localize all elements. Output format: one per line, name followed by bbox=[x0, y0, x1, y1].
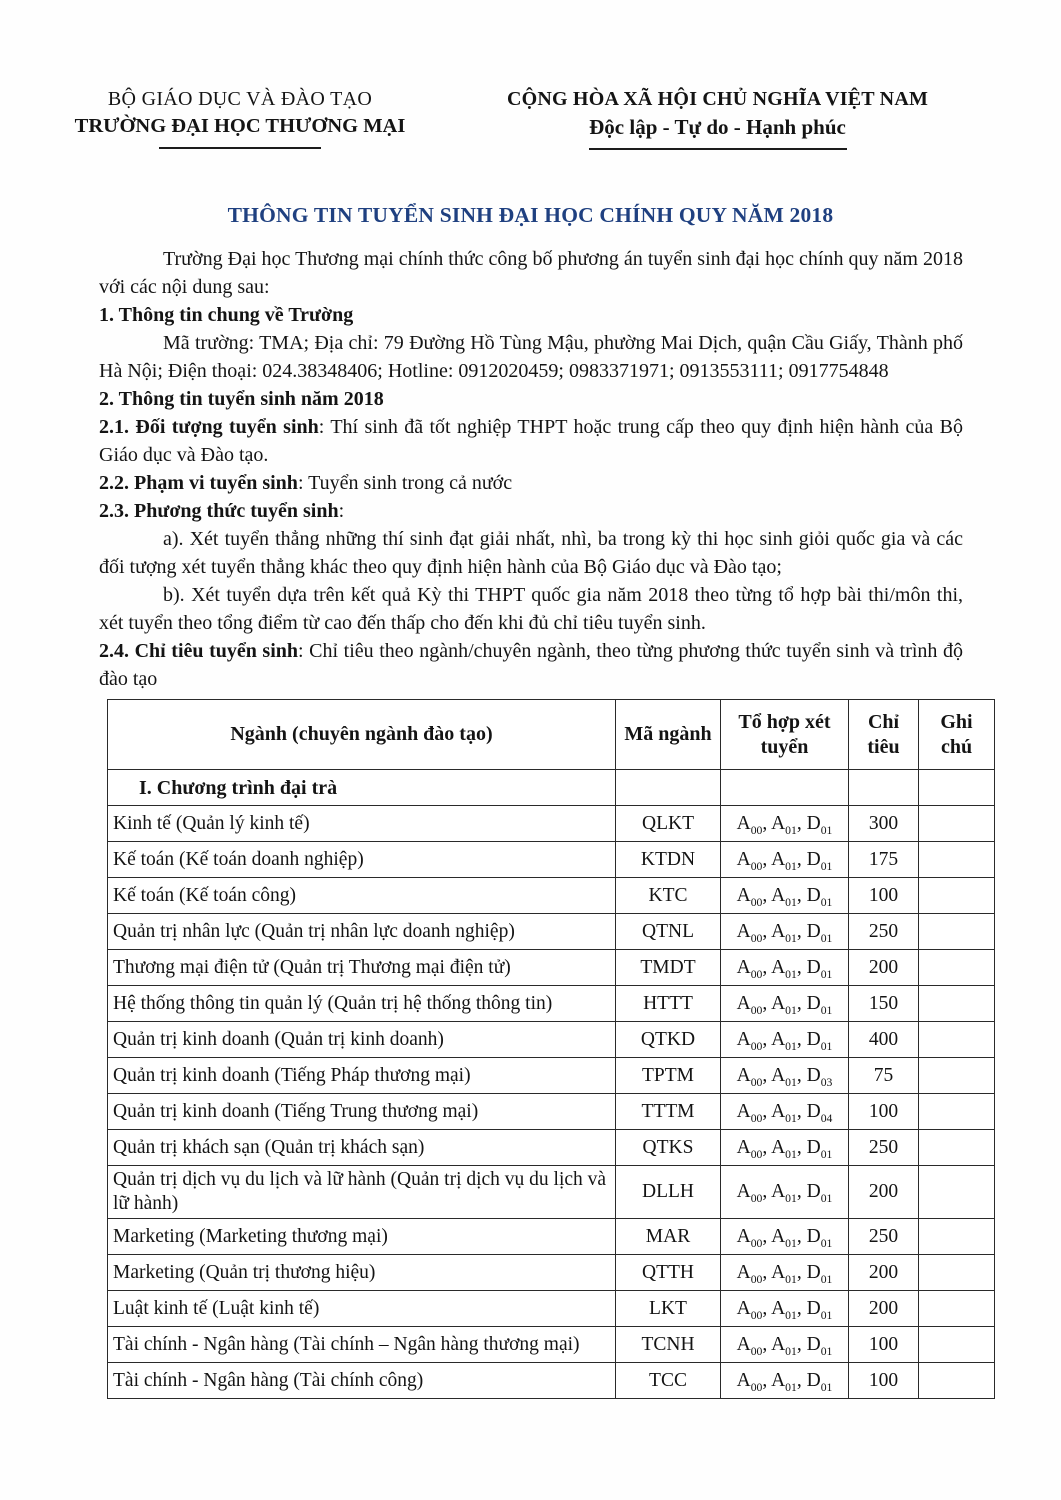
major-code-cell: LKT bbox=[616, 1291, 721, 1327]
republic-header bbox=[465, 86, 970, 150]
note-cell bbox=[919, 1255, 995, 1291]
major-name-cell: Kinh tế (Quản lý kinh tế) bbox=[108, 806, 616, 842]
note-cell bbox=[919, 1291, 995, 1327]
admission-target-paragraph bbox=[99, 413, 963, 469]
header-cell-quota: Chỉ tiêu bbox=[849, 700, 919, 770]
admission-method-heading bbox=[99, 497, 963, 525]
program-section-label: I. Chương trình đại trà bbox=[108, 770, 616, 806]
major-code-cell: MAR bbox=[616, 1219, 721, 1255]
major-name-cell: Kế toán (Kế toán doanh nghiệp) bbox=[108, 842, 616, 878]
subject-combination-cell: $A_{00}$, $A_{01}$, $D_{01}$ bbox=[721, 1166, 849, 1219]
quota-label: 2.4. Chỉ tiêu tuyển sinh bbox=[99, 640, 299, 662]
note-cell bbox=[919, 986, 995, 1022]
major-name-cell: Quản trị nhân lực (Quản trị nhân lực doanh nghiệp) bbox=[108, 914, 616, 950]
major-code-cell: QLKT bbox=[616, 806, 721, 842]
major-name-cell: Luật kinh tế (Luật kinh tế) bbox=[108, 1291, 616, 1327]
subject-combination-cell: $A_{00}$, $A_{01}$, $D_{01}$ bbox=[721, 986, 849, 1022]
empty-cell bbox=[849, 770, 919, 806]
note-cell bbox=[919, 950, 995, 986]
note-cell bbox=[919, 1166, 995, 1219]
major-name-cell: Kế toán (Kế toán công) bbox=[108, 878, 616, 914]
quota-cell: 250 bbox=[849, 914, 919, 950]
major-name-cell: Quản trị khách sạn (Quản trị khách sạn) bbox=[108, 1130, 616, 1166]
table-row bbox=[108, 1094, 995, 1130]
section-1-heading bbox=[99, 301, 963, 329]
republic-name: CỘNG HÒA XÃ HỘI CHỦ NGHĨA VIỆT NAM bbox=[506, 88, 929, 110]
subject-combination-cell: $A_{00}$, $A_{01}$, $D_{01}$ bbox=[721, 950, 849, 986]
quota-cell: 400 bbox=[849, 1022, 919, 1058]
note-cell bbox=[919, 1327, 995, 1363]
major-name-cell: Thương mại điện tử (Quản trị Thương mại điện tử) bbox=[108, 950, 616, 986]
subject-combination-cell: $A_{00}$, $A_{01}$, $D_{01}$ bbox=[721, 1363, 849, 1399]
quota-cell: 200 bbox=[849, 950, 919, 986]
table-row bbox=[108, 842, 995, 878]
quota-cell: 250 bbox=[849, 1130, 919, 1166]
table-row bbox=[108, 1363, 995, 1399]
header-cell-major: Ngành (chuyên ngành đào tạo) bbox=[108, 700, 616, 770]
table-row bbox=[108, 1255, 995, 1291]
section-2-heading bbox=[99, 385, 963, 413]
major-name-cell: Hệ thống thông tin quản lý (Quản trị hệ thống thông tin) bbox=[108, 986, 616, 1022]
major-code-cell: QTNL bbox=[616, 914, 721, 950]
major-code-cell: QTKD bbox=[616, 1022, 721, 1058]
header-cell-code: Mã ngành bbox=[616, 700, 721, 770]
major-code-cell: TPTM bbox=[616, 1058, 721, 1094]
admission-scope-paragraph bbox=[99, 469, 963, 497]
subject-combination-cell: $A_{00}$, $A_{01}$, $D_{01}$ bbox=[721, 1130, 849, 1166]
admissions-table bbox=[107, 699, 995, 1399]
major-code-cell: TCC bbox=[616, 1363, 721, 1399]
header-cell-note: Ghi chú bbox=[919, 700, 995, 770]
quota-cell: 100 bbox=[849, 1327, 919, 1363]
note-cell bbox=[919, 1363, 995, 1399]
table-row bbox=[108, 1166, 995, 1219]
subject-combination-cell: $A_{00}$, $A_{01}$, $D_{01}$ bbox=[721, 806, 849, 842]
major-name-cell: Tài chính - Ngân hàng (Tài chính công) bbox=[108, 1363, 616, 1399]
subject-combination-cell: $A_{00}$, $A_{01}$, $D_{01}$ bbox=[721, 1327, 849, 1363]
quota-cell: 200 bbox=[849, 1166, 919, 1219]
quota-cell: 100 bbox=[849, 1363, 919, 1399]
note-cell bbox=[919, 842, 995, 878]
note-cell bbox=[919, 1094, 995, 1130]
note-cell bbox=[919, 1022, 995, 1058]
major-code-cell: QTKS bbox=[616, 1130, 721, 1166]
table-row bbox=[108, 1022, 995, 1058]
note-cell bbox=[919, 806, 995, 842]
quota-cell: 100 bbox=[849, 878, 919, 914]
subject-combination-cell: $A_{00}$, $A_{01}$, $D_{04}$ bbox=[721, 1094, 849, 1130]
ministry-header-underline bbox=[159, 147, 321, 149]
method-a-paragraph: a). Xét tuyển thẳng những thí sinh đạt giải nhất, nhì, ba trong kỳ thi học sinh giỏi quốc gia và các đối tượng xét tuyển thẳng khác theo quy định hiện hành của Bộ Giáo dục và Đào tạo; bbox=[99, 528, 963, 578]
republic-motto: Độc lập - Tự do - Hạnh phúc bbox=[589, 115, 846, 139]
empty-cell bbox=[919, 770, 995, 806]
major-code-cell: TCNH bbox=[616, 1327, 721, 1363]
subject-combination-cell: $A_{00}$, $A_{01}$, $D_{01}$ bbox=[721, 1291, 849, 1327]
quota-cell: 200 bbox=[849, 1255, 919, 1291]
table-row bbox=[108, 1058, 995, 1094]
admission-target-label: 2.1. Đối tượng tuyển sinh bbox=[99, 416, 319, 438]
quota-cell: 75 bbox=[849, 1058, 919, 1094]
empty-cell bbox=[721, 770, 849, 806]
document-body bbox=[99, 245, 973, 1399]
ministry-name: BỘ GIÁO DỤC VÀ ĐÀO TẠO bbox=[107, 88, 373, 110]
table-header-row bbox=[108, 700, 995, 770]
program-section-row bbox=[108, 770, 995, 806]
note-cell bbox=[919, 1058, 995, 1094]
subject-combination-cell: $A_{00}$, $A_{01}$, $D_{03}$ bbox=[721, 1058, 849, 1094]
table-row bbox=[108, 1327, 995, 1363]
quota-cell: 300 bbox=[849, 806, 919, 842]
note-cell bbox=[919, 1130, 995, 1166]
quota-cell: 150 bbox=[849, 986, 919, 1022]
admission-scope-label: 2.2. Phạm vi tuyển sinh bbox=[99, 472, 298, 494]
major-code-cell: TTTM bbox=[616, 1094, 721, 1130]
subject-combination-cell: $A_{00}$, $A_{01}$, $D_{01}$ bbox=[721, 1219, 849, 1255]
major-name-cell: Marketing (Quản trị thương hiệu) bbox=[108, 1255, 616, 1291]
document-title: THÔNG TIN TUYỂN SINH ĐẠI HỌC CHÍNH QUY NĂM 2018 bbox=[227, 203, 834, 227]
quota-text: : Chỉ tiêu theo ngành/chuyên ngành, theo từng phương thức tuyển sinh và trình độ đào tạo bbox=[99, 640, 963, 690]
major-name-cell: Quản trị kinh doanh (Tiếng Trung thương mại) bbox=[108, 1094, 616, 1130]
note-cell bbox=[919, 878, 995, 914]
table-row bbox=[108, 1130, 995, 1166]
major-code-cell: KTDN bbox=[616, 842, 721, 878]
quota-cell: 175 bbox=[849, 842, 919, 878]
major-name-cell: Marketing (Marketing thương mại) bbox=[108, 1219, 616, 1255]
quota-cell: 100 bbox=[849, 1094, 919, 1130]
note-cell bbox=[919, 1219, 995, 1255]
subject-combination-cell: $A_{00}$, $A_{01}$, $D_{01}$ bbox=[721, 842, 849, 878]
table-row bbox=[108, 914, 995, 950]
subject-combination-cell: $A_{00}$, $A_{01}$, $D_{01}$ bbox=[721, 1022, 849, 1058]
note-cell bbox=[919, 914, 995, 950]
major-name-cell: Quản trị dịch vụ du lịch và lữ hành (Quản trị dịch vụ du lịch và lữ hành) bbox=[108, 1166, 616, 1219]
table-row bbox=[108, 986, 995, 1022]
table-row bbox=[108, 1219, 995, 1255]
table-row bbox=[108, 1291, 995, 1327]
section-2-heading-text: 2. Thông tin tuyển sinh năm 2018 bbox=[99, 388, 384, 410]
republic-header-underline bbox=[589, 148, 847, 150]
quota-paragraph bbox=[99, 637, 963, 693]
ministry-header bbox=[55, 86, 425, 149]
admission-method-label: 2.3. Phương thức tuyển sinh bbox=[99, 500, 339, 522]
table-row bbox=[108, 950, 995, 986]
admission-scope-text: : Tuyển sinh trong cả nước bbox=[297, 472, 513, 494]
major-code-cell: DLLH bbox=[616, 1166, 721, 1219]
table-row bbox=[108, 806, 995, 842]
major-code-cell: KTC bbox=[616, 878, 721, 914]
quota-cell: 200 bbox=[849, 1291, 919, 1327]
school-info-paragraph: Mã trường: TMA; Địa chỉ: 79 Đường Hồ Tùng Mậu, phường Mai Dịch, quận Cầu Giấy, Thành phố Hà Nội; Điện thoại: 024.38348406; Hotline: 0912020459; 0983371971; 0913553111; 0917754848 bbox=[99, 332, 963, 382]
admission-method-colon: : bbox=[338, 500, 345, 522]
subject-combination-cell: $A_{00}$, $A_{01}$, $D_{01}$ bbox=[721, 1255, 849, 1291]
empty-cell bbox=[616, 770, 721, 806]
major-code-cell: TMDT bbox=[616, 950, 721, 986]
major-name-cell: Tài chính - Ngân hàng (Tài chính – Ngân hàng thương mại) bbox=[108, 1327, 616, 1363]
subject-combination-cell: $A_{00}$, $A_{01}$, $D_{01}$ bbox=[721, 914, 849, 950]
quota-cell: 250 bbox=[849, 1219, 919, 1255]
intro-paragraph: Trường Đại học Thương mại chính thức công bố phương án tuyển sinh đại học chính quy năm 2018 với các nội dung sau: bbox=[99, 248, 963, 298]
subject-combination-cell: $A_{00}$, $A_{01}$, $D_{01}$ bbox=[721, 878, 849, 914]
table-row bbox=[108, 878, 995, 914]
section-1-heading-text: 1. Thông tin chung về Trường bbox=[99, 304, 354, 326]
major-name-cell: Quản trị kinh doanh (Quản trị kinh doanh) bbox=[108, 1022, 616, 1058]
university-name: TRƯỜNG ĐẠI HỌC THƯƠNG MẠI bbox=[74, 115, 406, 137]
method-b-paragraph: b). Xét tuyển dựa trên kết quả Kỳ thi THPT quốc gia năm 2018 theo từng tổ hợp bài thi/môn thi, xét tuyển theo tổng điểm từ cao đến thấp cho đến khi đủ chỉ tiêu tuyển sinh. bbox=[99, 584, 963, 634]
header-cell-combination: Tổ hợp xét tuyển bbox=[721, 700, 849, 770]
major-code-cell: HTTT bbox=[616, 986, 721, 1022]
admission-target-text: : Thí sinh đã tốt nghiệp THPT hoặc trung cấp theo quy định hiện hành của Bộ Giáo dục và Đào tạo. bbox=[99, 416, 963, 466]
major-code-cell: QTTH bbox=[616, 1255, 721, 1291]
major-name-cell: Quản trị kinh doanh (Tiếng Pháp thương mại) bbox=[108, 1058, 616, 1094]
